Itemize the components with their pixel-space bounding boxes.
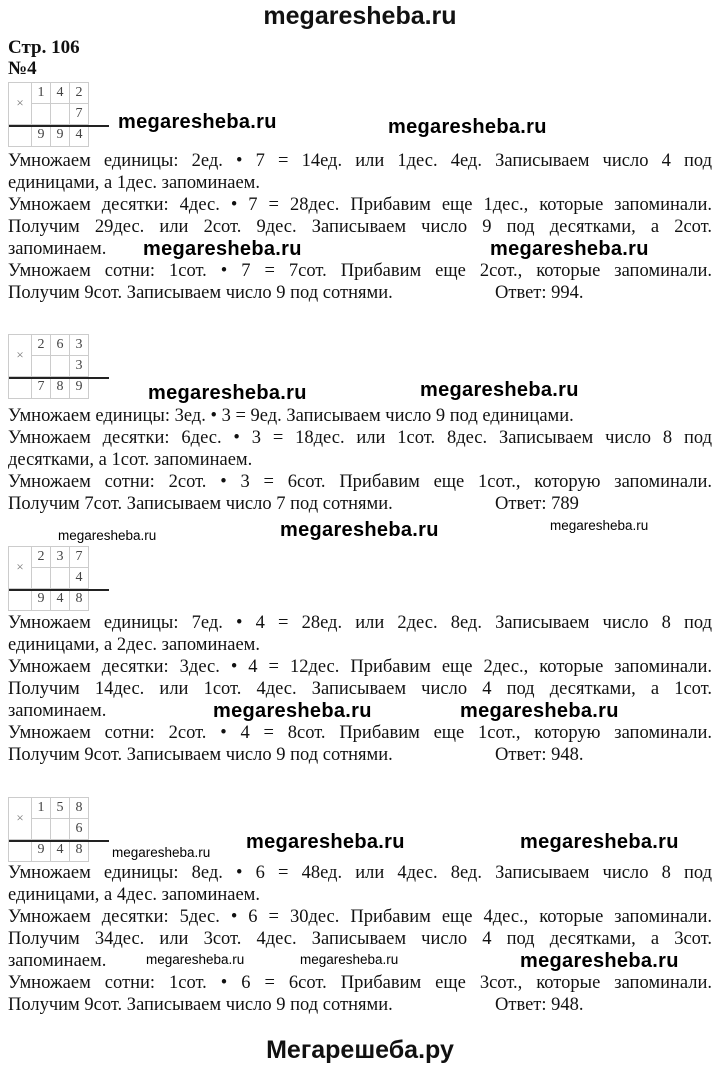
grid-cell: 1 [32,798,51,819]
grid-cell: 2 [32,335,51,356]
multiply-sign: × [9,798,32,840]
watermark: megaresheba.ru [246,831,405,853]
multiply-sign: × [9,83,32,125]
text-line: Получим 7сот. Записываем число 7 под сотнями. [8,494,393,514]
text-line: Умножаем сотни: 1сот. • 6 = 6сот. Прибавим еще 3сот., которые запоминали. [8,973,712,993]
watermark: megaresheba.ru [148,382,307,404]
grid-cell [51,819,70,840]
grid-cell [9,125,32,147]
result-line [9,589,109,591]
text-line: единицами, а 4дес. запоминаем. [8,885,261,905]
grid-cell: 9 [32,589,51,611]
grid-cell [32,104,51,125]
text-line: запоминаем. [8,951,107,971]
grid-cell: 7 [70,547,89,568]
answer: Ответ: 948. [495,745,584,765]
text-line: единицами, а 1дес. запоминаем. [8,173,261,193]
grid-cell [32,819,51,840]
grid-cell: 3 [70,335,89,356]
grid-cell: 8 [70,840,89,862]
watermark: megaresheba.ru [520,831,679,853]
text-line: Умножаем десятки: 4дес. • 7 = 28дес. Прибавим еще 1дес., которые запоминали. [8,195,712,215]
text-line: запоминаем. [8,701,107,721]
multiply-sign: × [9,547,32,589]
answer: Ответ: 948. [495,995,584,1015]
watermark: megaresheba.ru [460,700,619,722]
grid-cell: 8 [51,377,70,399]
watermark: megaresheba.ru [213,700,372,722]
text-line: Умножаем единицы: 2ед. • 7 = 14ед. или 1дес. 4ед. Записываем число 4 под [8,151,712,171]
text-line: Умножаем сотни: 2сот. • 3 = 6сот. Прибавим еще 1сот., которую запоминали. [8,472,712,492]
grid-cell [32,356,51,377]
multiply-sign: × [9,335,32,377]
text-line: Получим 29дес. или 2сот. 9дес. Записываем число 9 под десятками, а 2сот. [8,217,712,237]
page-label: Стр. 106 [8,37,80,58]
text-line: Умножаем десятки: 6дес. • 3 = 18дес. или 1сот. 8дес. Записываем число 8 под [8,428,712,448]
grid-cell: 4 [51,589,70,611]
watermark: megaresheba.ru [112,845,211,860]
task-label: №4 [8,58,37,79]
grid-cell: 2 [70,83,89,104]
grid-cell: 3 [70,356,89,377]
grid-cell: 4 [51,840,70,862]
grid-cell: 2 [32,547,51,568]
grid-cell: 4 [51,83,70,104]
grid-cell: 4 [70,125,89,147]
grid-cell: 9 [70,377,89,399]
multiplication-grid [8,334,89,399]
watermark: megaresheba.ru [300,952,399,967]
grid-cell: 5 [51,798,70,819]
text-line: Получим 9сот. Записываем число 9 под сотнями. [8,995,393,1015]
grid-cell [9,377,32,399]
text-line: единицами, а 2дес. запоминаем. [8,635,261,655]
grid-cell [51,568,70,589]
watermark: megaresheba.ru [550,518,649,533]
grid-cell: 9 [32,125,51,147]
site-footer: Мегарешеба.ру [266,1036,454,1064]
grid-cell: 3 [51,547,70,568]
multiplication-grid [8,546,89,611]
multiplication-grid [8,82,89,147]
grid-cell: 6 [70,819,89,840]
watermark: megaresheba.ru [118,111,277,133]
watermark: megaresheba.ru [280,519,439,541]
text-line: Умножаем сотни: 1сот. • 7 = 7сот. Прибавим еще 2сот., которые запоминали. [8,261,712,281]
grid-cell: 6 [51,335,70,356]
watermark: megaresheba.ru [490,238,649,260]
watermark: megaresheba.ru [520,950,679,972]
text-line: Умножаем единицы: 8ед. • 6 = 48ед. или 4дес. 8ед. Записываем число 8 под [8,863,712,883]
text-line: Получим 9сот. Записываем число 9 под сотнями. [8,745,393,765]
text-line: десятками, а 1сот. запоминаем. [8,450,253,470]
grid-cell: 8 [70,798,89,819]
text-line: Умножаем десятки: 3дес. • 4 = 12дес. Прибавим еще 2дес., которые запоминали. [8,657,712,677]
text-line: Получим 14дес. или 1сот. 4дес. Записываем число 4 под десятками, а 1сот. [8,679,712,699]
result-line [9,377,109,379]
grid-cell: 4 [70,568,89,589]
watermark: megaresheba.ru [143,238,302,260]
text-line: Умножаем единицы: 3ед. • 3 = 9ед. Записываем число 9 под единицами. [8,406,574,426]
site-header: megaresheba.ru [263,2,457,30]
answer: Ответ: 994. [495,283,584,303]
text-line: Получим 34дес. или 3сот. 4дес. Записываем число 4 под десятками, а 3сот. [8,929,712,949]
watermark: megaresheba.ru [388,116,547,138]
grid-cell [9,589,32,611]
grid-cell [51,356,70,377]
grid-cell: 1 [32,83,51,104]
text-line: Умножаем десятки: 5дес. • 6 = 30дес. Прибавим еще 4дес., которые запоминали. [8,907,712,927]
watermark: megaresheba.ru [146,952,245,967]
result-line [9,840,109,842]
watermark: megaresheba.ru [58,528,157,543]
result-line [9,125,109,127]
grid-cell [32,568,51,589]
grid-cell [51,104,70,125]
grid-cell: 8 [70,589,89,611]
multiplication-grid [8,797,89,862]
text-line: Получим 9сот. Записываем число 9 под сотнями. [8,283,393,303]
watermark: megaresheba.ru [420,379,579,401]
text-line: Умножаем сотни: 2сот. • 4 = 8сот. Прибавим еще 1сот., которую запоминали. [8,723,712,743]
grid-cell: 7 [32,377,51,399]
grid-cell: 9 [32,840,51,862]
grid-cell [9,840,32,862]
grid-cell: 9 [51,125,70,147]
answer: Ответ: 789 [495,494,579,514]
text-line: запоминаем. [8,239,107,259]
grid-cell: 7 [70,104,89,125]
text-line: Умножаем единицы: 7ед. • 4 = 28ед. или 2дес. 8ед. Записываем число 8 под [8,613,712,633]
